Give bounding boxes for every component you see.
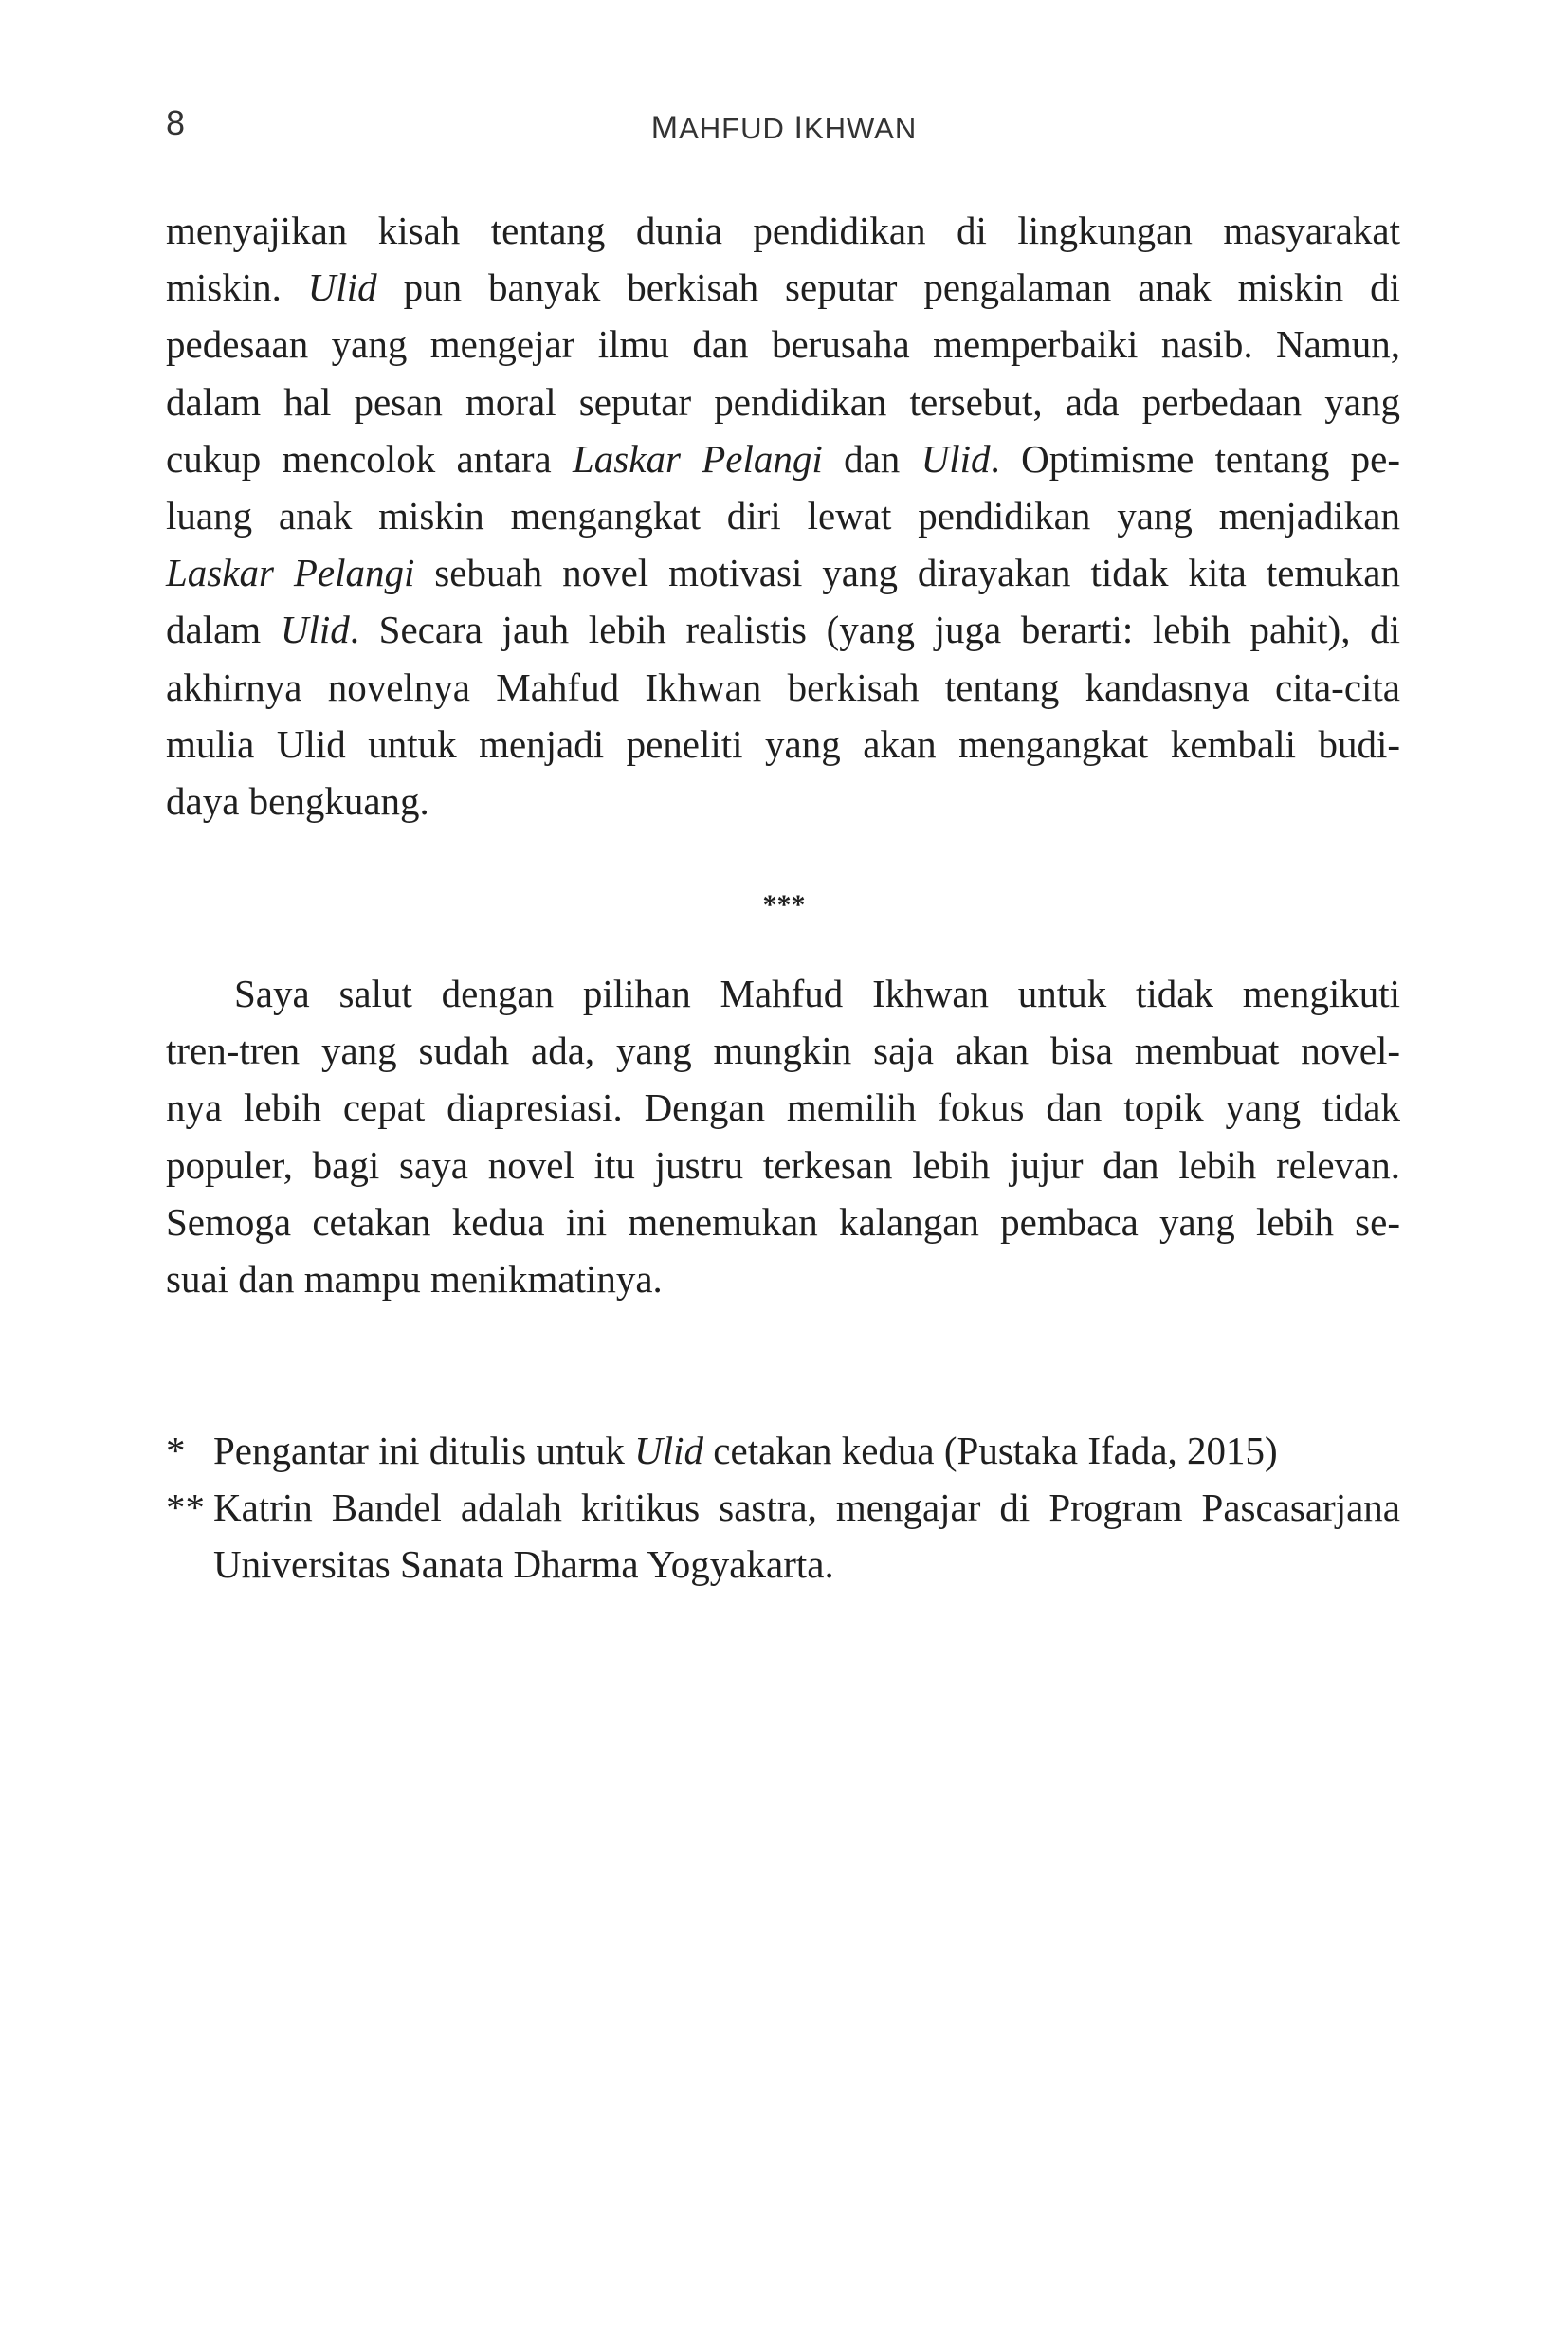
italic-title: Ulid bbox=[921, 436, 991, 481]
running-head bbox=[0, 112, 1568, 144]
paragraph-line: akhirnya novelnya Mahfud Ikhwan berkisah tentang kandasnya cita-cita bbox=[166, 665, 1400, 709]
italic-title: Laskar Pelangi bbox=[166, 551, 415, 595]
footnote-marker: ** bbox=[166, 1485, 205, 1530]
footnote-2 bbox=[166, 1479, 1400, 1593]
page-number: 8 bbox=[166, 103, 186, 142]
paragraph-line: cukup mencolok antara Laskar Pelangi dan Ulid. Optimisme tentang pe- bbox=[166, 436, 1401, 481]
running-head-rest-2: KHWAN bbox=[803, 112, 918, 145]
paragraph-line: daya bengkuang. bbox=[166, 778, 429, 823]
paragraph-line: menyajikan kisah tentang dunia pendidikan di lingkungan masyarakat bbox=[166, 209, 1400, 252]
italic-title: Ulid bbox=[280, 608, 350, 652]
paragraph-2 bbox=[166, 965, 1400, 1307]
running-head-rest-1: AHFUD bbox=[679, 112, 785, 145]
footnote-text: Katrin Bandel adalah kritikus sastra, mengajar di Program Pascasarjana bbox=[213, 1485, 1400, 1530]
paragraph-line: tren-tren yang sudah ada, yang mungkin saja akan bisa membuat novel- bbox=[166, 1029, 1400, 1073]
footnote-marker: * bbox=[166, 1429, 186, 1472]
paragraph-line: populer, bagi saya novel itu justru terkesan lebih jujur dan lebih relevan. bbox=[166, 1142, 1400, 1187]
running-head-initial-1: M bbox=[650, 110, 680, 146]
running-head-initial-2: I bbox=[793, 110, 804, 146]
italic-title: Ulid bbox=[307, 265, 377, 310]
footnotes bbox=[166, 1422, 1400, 1594]
italic-title: Laskar Pelangi bbox=[573, 436, 823, 481]
paragraph-line: suai dan mampu menikmatinya. bbox=[166, 1256, 663, 1301]
paragraph-line: luang anak miskin mengangkat diri lewat pendidikan yang menjadikan bbox=[166, 493, 1400, 538]
paragraph-line: nya lebih cepat diapresiasi. Dengan memilih fokus dan topik yang tidak bbox=[166, 1085, 1400, 1130]
paragraph-line: dalam hal pesan moral seputar pendidikan tersebut, ada perbedaan yang bbox=[166, 379, 1400, 424]
section-separator: *** bbox=[762, 889, 806, 920]
paragraph-line: dalam Ulid. Secara jauh lebih realistis (yang juga berarti: lebih pahit), di bbox=[166, 608, 1400, 652]
paragraph-line: pedesaan yang mengejar ilmu dan berusaha memperbaiki nasib. Namun, bbox=[166, 322, 1400, 367]
footnote-text: Pengantar ini ditulis untuk Ulid cetakan kedua (Pustaka Ifada, 2015) bbox=[213, 1429, 1278, 1472]
paragraph-line: Semoga cetakan kedua ini menemukan kalangan pembaca yang lebih se- bbox=[166, 1199, 1400, 1244]
italic-title: Ulid bbox=[634, 1429, 704, 1472]
paragraph-1 bbox=[166, 202, 1400, 829]
footnote-1 bbox=[166, 1422, 1400, 1479]
paragraph-line: miskin. Ulid pun banyak berkisah seputar pengalaman anak miskin di bbox=[166, 265, 1400, 310]
paragraph-line: Laskar Pelangi sebuah novel motivasi yang dirayakan tidak kita temukan bbox=[166, 551, 1400, 595]
footnote-text: Universitas Sanata Dharma Yogyakarta. bbox=[213, 1542, 834, 1587]
paragraph-line: Saya salut dengan pilihan Mahfud Ikhwan untuk tidak mengikuti bbox=[234, 972, 1400, 1015]
paragraph-line: mulia Ulid untuk menjadi peneliti yang akan mengangkat kembali budi- bbox=[166, 721, 1400, 766]
